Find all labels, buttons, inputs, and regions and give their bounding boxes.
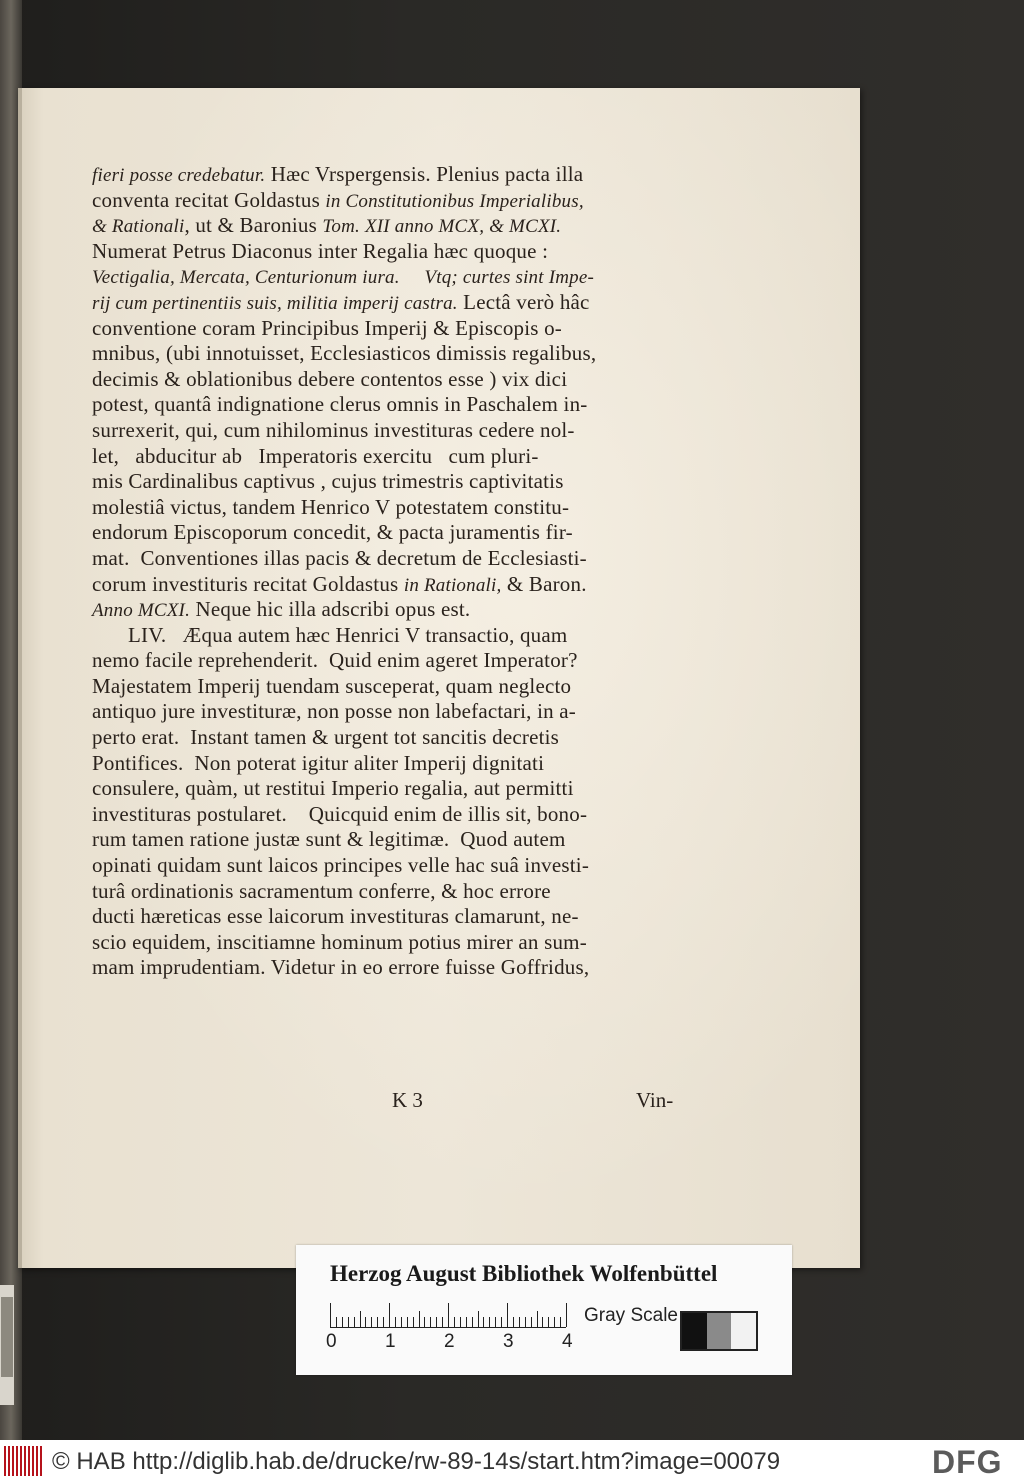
text-line <box>92 827 692 853</box>
text-line <box>92 725 692 751</box>
ruler-tick <box>354 1317 355 1327</box>
catchword: Vin- <box>636 1088 674 1112</box>
copyright-link[interactable]: © HAB http://diglib.hab.de/drucke/rw-89-14s/start.htm?image=00079 <box>52 1448 781 1475</box>
logo-bar <box>4 1446 6 1476</box>
ruler-tick <box>371 1317 372 1327</box>
gray-scale-swatch <box>680 1311 758 1351</box>
library-name: Herzog August Bibliothek Wolfenbüttel <box>330 1261 718 1286</box>
text-segment: molestiâ victus, tandem Henrico V potestatem constitu- <box>92 494 570 519</box>
gray-swatch <box>707 1313 732 1349</box>
text-line <box>92 495 692 521</box>
text-line <box>92 623 692 649</box>
italic-text: Vectigalia, Mercata, Centurionum iura. Vtq; curtes sint Impe- <box>92 267 594 289</box>
ruler-tick <box>501 1317 502 1327</box>
text-line <box>92 188 692 214</box>
text-segment: mam imprudentiam. Videtur in eo errore fuisse Goffridus, <box>92 955 590 980</box>
text-line <box>92 955 692 981</box>
text-line <box>92 469 692 495</box>
ruler-tick <box>507 1303 508 1327</box>
text-segment: Numerat Petrus Diaconus inter Regalia hæc quoque : <box>92 238 549 263</box>
ruler-tick <box>478 1311 479 1327</box>
text-segment: antiquo jure investituræ, non posse non labefactari, in a- <box>92 699 576 724</box>
ruler-tick <box>436 1317 437 1327</box>
text-line <box>92 290 692 316</box>
ruler-tick <box>531 1317 532 1327</box>
text-segment: potest, quantâ indignatione clerus omnis in Paschalem in- <box>92 392 588 417</box>
ruler-tick <box>454 1317 455 1327</box>
text-segment: Majestatem Imperij tuendam susceperat, quam neglecto <box>92 673 572 698</box>
ruler-tick <box>407 1317 408 1327</box>
text-line <box>92 802 692 828</box>
text-line <box>92 444 692 470</box>
ruler-tick <box>513 1317 514 1327</box>
text-line <box>92 520 692 546</box>
ruler-tick <box>365 1317 366 1327</box>
text-segment: investituras postularet. Quicquid enim de illis sit, bono- <box>92 801 588 826</box>
ruler-tick <box>495 1317 496 1327</box>
ruler-tick <box>466 1317 467 1327</box>
ruler-number: 0 <box>326 1331 337 1352</box>
logo-bar <box>8 1446 10 1476</box>
logo-bar <box>24 1446 26 1476</box>
library-color-card <box>296 1245 792 1375</box>
italic-text: fieri posse credebatur. <box>92 165 266 186</box>
text-line <box>92 879 692 905</box>
ruler-tick <box>383 1317 384 1327</box>
text-segment: Pontifices. Non poterat igitur aliter Imperij dignitati <box>92 750 545 775</box>
ruler-number: 1 <box>385 1331 396 1352</box>
ruler-tick <box>460 1317 461 1327</box>
ruler-tick <box>401 1317 402 1327</box>
text-segment: corum investituris recitat Goldastus <box>92 571 404 596</box>
ruler-tick <box>330 1303 331 1327</box>
text-segment: , ut & Baronius <box>184 213 323 238</box>
ruler-tick <box>389 1303 390 1327</box>
text-line <box>92 546 692 572</box>
ruler-tick <box>336 1317 337 1327</box>
text-line <box>92 776 692 802</box>
italic-text: in Constitutionibus Imperialibus, <box>325 190 584 212</box>
dfg-logo: DFG <box>932 1444 1003 1480</box>
gray-scale-label: Gray Scale <box>584 1305 678 1326</box>
ruler-tick <box>548 1317 549 1327</box>
ruler-tick <box>342 1317 343 1327</box>
signature-mark: K 3 <box>392 1088 423 1112</box>
ruler-tick <box>489 1317 490 1327</box>
text-segment: mis Cardinalibus captivus , cujus trimestris captivitatis <box>92 469 564 494</box>
ruler <box>330 1303 566 1328</box>
page-text <box>92 162 692 981</box>
ruler-tick <box>348 1317 349 1327</box>
ruler-tick <box>430 1317 431 1327</box>
text-segment: mnibus, (ubi innotuisset, Ecclesiasticos dimissis regalibus, <box>92 341 597 366</box>
ruler-number: 2 <box>444 1331 455 1352</box>
ruler-tick <box>537 1311 538 1327</box>
text-line <box>92 341 692 367</box>
adjacent-card-label <box>1 1297 13 1377</box>
ruler-tick <box>419 1311 420 1327</box>
text-line <box>92 239 692 265</box>
text-line <box>92 392 692 418</box>
text-segment: surrexerit, qui, cum nihilominus investituras cedere nol- <box>92 417 575 442</box>
italic-text: Tom. XII anno MCX, & MCXI. <box>322 216 562 238</box>
text-segment: Hæc Vrspergensis. Plenius pacta illa <box>265 162 584 186</box>
text-line <box>92 597 692 623</box>
ruler-tick <box>360 1311 361 1327</box>
ruler-tick <box>448 1303 449 1327</box>
text-line <box>92 162 692 188</box>
ruler-tick <box>395 1317 396 1327</box>
ruler-tick <box>413 1317 414 1327</box>
ruler-number: 3 <box>503 1331 514 1352</box>
text-line <box>92 853 692 879</box>
ruler-tick <box>554 1317 555 1327</box>
logo-bar <box>28 1446 30 1476</box>
text-line <box>92 264 692 290</box>
page-footer <box>0 1085 1024 1115</box>
italic-text: & Rationali <box>92 216 185 238</box>
text-segment: perto erat. Instant tamen & urgent tot sancitis decretis <box>92 725 560 750</box>
logo-bar <box>16 1446 18 1476</box>
text-line <box>92 674 692 700</box>
text-segment: Lectâ verò hâc <box>457 289 590 314</box>
text-segment: & Baron. <box>501 571 587 596</box>
text-line <box>92 648 692 674</box>
text-segment: turâ ordinationis sacramentum conferre, & hoc errore <box>92 878 551 903</box>
logo-bar <box>32 1446 34 1476</box>
italic-text: Anno MCXI. <box>92 600 191 622</box>
text-segment: opinati quidam sunt laicos principes velle hac suâ investi- <box>92 853 590 878</box>
text-segment: endorum Episcoporum concedit, & pacta juramentis fir- <box>92 520 573 545</box>
ruler-number: 4 <box>562 1331 573 1352</box>
text-segment: ducti hæreticas esse laicorum investituras clamarunt, ne- <box>92 904 579 929</box>
ruler-tick <box>483 1317 484 1327</box>
italic-text: rij cum pertinentiis suis, militia imperij castra. <box>92 292 458 314</box>
text-line <box>92 418 692 444</box>
text-line <box>92 904 692 930</box>
adjacent-card-strip <box>0 1285 14 1405</box>
ruler-tick <box>519 1317 520 1327</box>
ruler-tick <box>424 1317 425 1327</box>
text-segment: consulere, quàm, ut restitui Imperio regalia, aut permitti <box>92 776 574 801</box>
text-segment: scio equidem, inscitiamne hominum potius mirer an sum- <box>92 929 587 954</box>
text-line <box>92 751 692 777</box>
hab-logo-icon <box>4 1446 42 1476</box>
text-line <box>92 367 692 393</box>
gray-swatch <box>731 1313 756 1349</box>
ruler-tick <box>542 1317 543 1327</box>
ruler-tick <box>560 1317 561 1327</box>
ruler-tick <box>377 1317 378 1327</box>
text-segment: rum tamen ratione justæ sunt & legitimæ. Quod autem <box>92 827 566 852</box>
text-line <box>92 699 692 725</box>
text-segment: nemo facile reprehenderit. Quid enim ageret Imperator? <box>92 648 578 673</box>
text-line <box>92 572 692 598</box>
text-segment: decimis & oblationibus debere contentos esse ) vix dici <box>92 366 568 391</box>
logo-bar <box>40 1446 42 1476</box>
logo-bar <box>20 1446 22 1476</box>
ruler-tick <box>566 1303 567 1327</box>
logo-bar <box>12 1446 14 1476</box>
text-line <box>92 316 692 342</box>
logo-bar <box>36 1446 38 1476</box>
ruler-tick <box>442 1317 443 1327</box>
text-segment: conventione coram Principibus Imperij & Episcopis o- <box>92 315 562 340</box>
footer-bar <box>0 1440 1024 1483</box>
text-segment: mat. Conventiones illas pacis & decretum de Ecclesiasti- <box>92 545 587 570</box>
ruler-tick <box>525 1317 526 1327</box>
text-line <box>92 213 692 239</box>
text-segment: let, abducitur ab Imperatoris exercitu cum pluri- <box>92 443 539 468</box>
text-segment: LIV. Æqua autem hæc Henrici V transactio, quam <box>128 622 568 647</box>
gray-swatch <box>682 1313 707 1349</box>
text-line <box>92 930 692 956</box>
ruler-numbers <box>326 1331 586 1353</box>
text-segment: Neque hic illa adscribi opus est. <box>190 597 471 622</box>
italic-text: in Rationali, <box>403 574 502 596</box>
text-segment: conventa recitat Goldastus <box>92 187 326 212</box>
ruler-tick <box>472 1317 473 1327</box>
